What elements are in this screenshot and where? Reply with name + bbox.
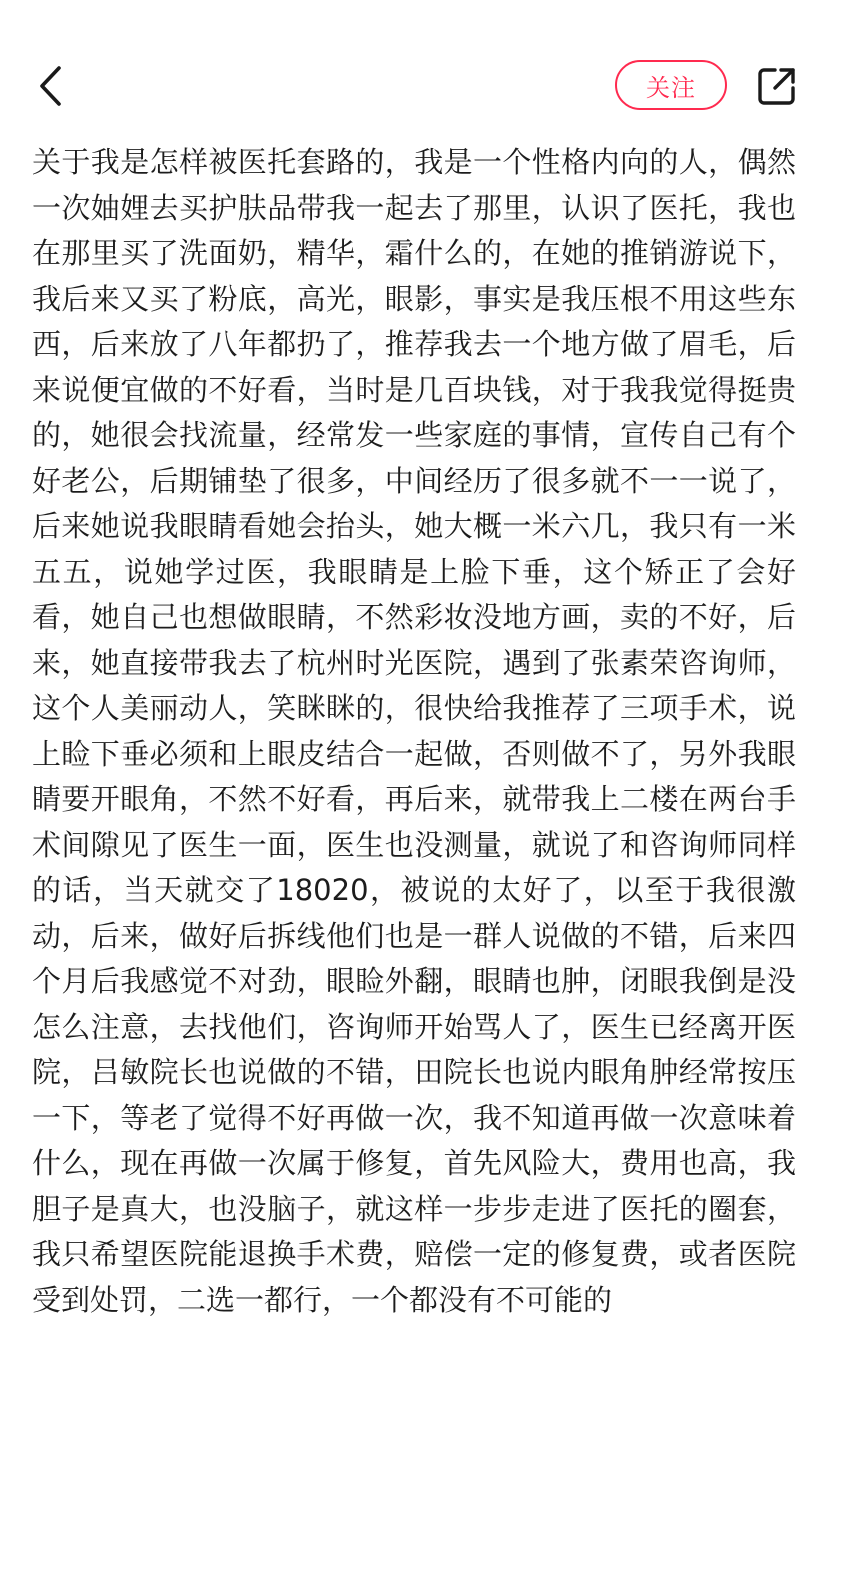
top-navigation-bar	[0, 0, 848, 140]
chevron-left-icon	[37, 64, 63, 108]
share-button[interactable]	[755, 64, 799, 108]
back-button[interactable]	[28, 60, 72, 112]
follow-button[interactable]: 关注	[615, 60, 727, 110]
post-body-text: 关于我是怎样被医托套路的，我是一个性格内向的人，偶然一次妯娌去买护肤品带我一起去了那里，认识了医托，我也在那里买了洗面奶，精华，霜什么的，在她的推销游说下，我后来又买了粉底，高光，眼影，事实是我压根不用这些东西，后来放了八年都扔了，推荐我去一个地方做了眉毛，后来说便宜做的不好看，当时是几百块钱，对于我我觉得挺贵的，她很会找流量，经常发一些家庭的事情，宣传自己有个好老公，后期铺垫了很多，中间经历了很多就不一一说了，后来她说我眼睛看她会抬头，她大概一米六几，我只有一米五五，说她学过医，我眼睛是上脸下垂，这个矫正了会好看，她自己也想做眼睛，不然彩妆没地方画，卖的不好，后来，她直接带我去了杭州时光医院，遇到了张素荣咨询师，这个人美丽动人，笑眯眯的，很快给我推荐了三项手术，说上睑下垂必须和上眼皮结合一起做，否则做不了，另外我眼睛要开眼角，不然不好看，再后来，就带我上二楼在两台手术间隙见了医生一面，医生也没测量，就说了和咨询师同样的话，当天就交了18020，被说的太好了，以至于我很激动，后来，做好后拆线他们也是一群人说做的不错，后来四个月后我感觉不对劲，眼睑外翻，眼睛也肿，闭眼我倒是没怎么注意，去找他们，咨询师开始骂人了，医生已经离开医院，吕敏院长也说做的不错，田院长也说内眼角肿经常按压一下，等老了觉得不好再做一次，我不知道再做一次意味着什么，现在再做一次属于修复，首先风险大，费用也高，我胆子是真大，也没脑子，就这样一步步走进了医托的圈套，我只希望医院能退换手术费，赔偿一定的修复费，或者医院受到处罚，二选一都行，一个都没有不可能的	[32, 145, 796, 1317]
share-external-icon	[757, 66, 797, 106]
